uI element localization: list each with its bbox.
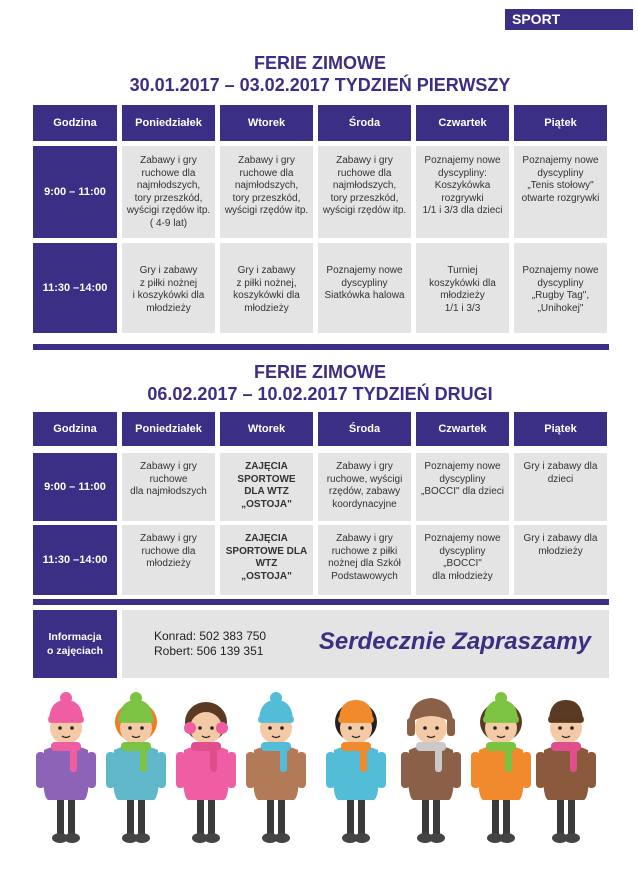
week2-title: FERIE ZIMOWE	[254, 362, 386, 382]
header-friday: Piątek	[514, 412, 607, 446]
kid-icon	[106, 692, 166, 843]
week2-row-afternoon	[33, 525, 609, 595]
activity-cell: Poznajemy nowe dyscypliny „BOCCI" dla dzieci	[416, 453, 509, 521]
activity-cell: Zabawy i gry ruchowe dla najmłodszych	[122, 453, 215, 521]
header-friday: Piątek	[514, 105, 607, 141]
invite-text: Serdecznie Zapraszamy	[318, 628, 591, 655]
kid-icon	[401, 698, 461, 843]
header-hour: Godzina	[33, 412, 117, 446]
week1-row-afternoon	[33, 243, 609, 333]
time-slot: 9:00 – 11:00	[33, 453, 117, 521]
info-label-text: Informacja o zajęciach	[46, 631, 104, 657]
activity-cell: Zabawy i gry ruchowe dla najmłodszych, tory przeszkód, wyścigi rzędów itp.	[220, 146, 313, 238]
activity-cell: Gry i zabawy dla dzieci	[514, 453, 607, 521]
activity-cell: Turniej koszykówki dla młodzieży 1/1 i 3/3	[416, 243, 509, 333]
info-label	[33, 610, 117, 678]
header-tuesday: Wtorek	[220, 105, 313, 141]
section-tag: SPORT	[505, 9, 633, 30]
kid-icon	[326, 700, 386, 843]
activity-cell: Zabawy i gry ruchowe dla młodzieży	[122, 525, 215, 595]
contact-robert: Robert: 506 139 351	[154, 644, 264, 658]
activity-cell: Poznajemy nowe dyscypliny Siatkówka halowa	[318, 243, 411, 333]
contact-konrad: Konrad: 502 383 750	[154, 629, 267, 643]
header-hour: Godzina	[33, 105, 117, 141]
section-divider	[33, 599, 609, 605]
activity-cell: ZAJĘCIA SPORTOWE DLA WTZ „OSTOJA"	[220, 453, 313, 521]
week1-schedule	[33, 105, 609, 333]
kid-icon	[471, 692, 531, 843]
activity-cell: Zabawy i gry ruchowe, wyścigi rzędów, zabawy koordynacyjne	[318, 453, 411, 521]
week2-schedule	[33, 412, 609, 595]
header-tuesday: Wtorek	[220, 412, 313, 446]
header-wednesday: Środa	[318, 412, 411, 446]
activity-cell: Poznajemy nowe dyscypliny „Rugby Tag", „Unihokej"	[514, 243, 607, 333]
time-slot: 9:00 – 11:00	[33, 146, 117, 238]
activity-cell: Poznajemy nowe dyscypliny „Tenis stołowy" otwarte rozgrywki	[514, 146, 607, 238]
activity-cell: ZAJĘCIA SPORTOWE DLA WTZ „OSTOJA"	[220, 525, 313, 595]
header-thursday: Czwartek	[416, 412, 509, 446]
activity-cell: Gry i zabawy z piłki nożnej i koszykówki dla młodzieży	[122, 243, 215, 333]
kid-icon	[176, 702, 236, 843]
week1-title: FERIE ZIMOWE	[254, 53, 386, 73]
header-monday: Poniedziałek	[122, 412, 215, 446]
time-slot: 11:30 –14:00	[33, 525, 117, 595]
activity-cell: Zabawy i gry ruchowe z piłki nożnej dla Szkół Podstawowych	[318, 525, 411, 595]
activity-cell: Zabawy i gry ruchowe dla najmłodszych, tory przeszkód, wyścigi rzędów itp.	[318, 146, 411, 238]
kid-icon	[36, 692, 96, 843]
activity-cell: Gry i zabawy z piłki nożnej, koszykówki dla młodzieży	[220, 243, 313, 333]
week1-row-morning	[33, 146, 609, 238]
header-monday: Poniedziałek	[122, 105, 215, 141]
kid-icon	[246, 692, 306, 843]
header-wednesday: Środa	[318, 105, 411, 141]
activity-cell: Gry i zabawy dla młodzieży	[514, 525, 607, 595]
section-divider	[33, 344, 609, 350]
kid-icon	[536, 700, 596, 843]
week1-subtitle: 30.01.2017 – 03.02.2017 TYDZIEŃ PIERWSZY	[129, 75, 511, 95]
week2-subtitle: 06.02.2017 – 10.02.2017 TYDZIEŃ DRUGI	[147, 384, 493, 404]
week2-row-morning	[33, 453, 609, 521]
activity-cell: Poznajemy nowe dyscypliny: Koszykówka rozgrywki 1/1 i 3/3 dla dzieci	[416, 146, 509, 238]
activity-cell: Poznajemy nowe dyscypliny „BOCCI" dla młodzieży	[416, 525, 509, 595]
winter-kids-illustration	[36, 688, 606, 848]
week2-heading	[30, 361, 610, 405]
info-box	[122, 610, 609, 678]
week1-header-row	[33, 105, 609, 141]
contact-list	[154, 629, 266, 659]
activity-cell: Zabawy i gry ruchowe dla najmłodszych, tory przeszkód, wyścigi rzędów itp. ( 4-9 lat)	[122, 146, 215, 238]
week2-header-row	[33, 412, 609, 446]
time-slot: 11:30 –14:00	[33, 243, 117, 333]
header-thursday: Czwartek	[416, 105, 509, 141]
week1-heading	[30, 52, 610, 96]
